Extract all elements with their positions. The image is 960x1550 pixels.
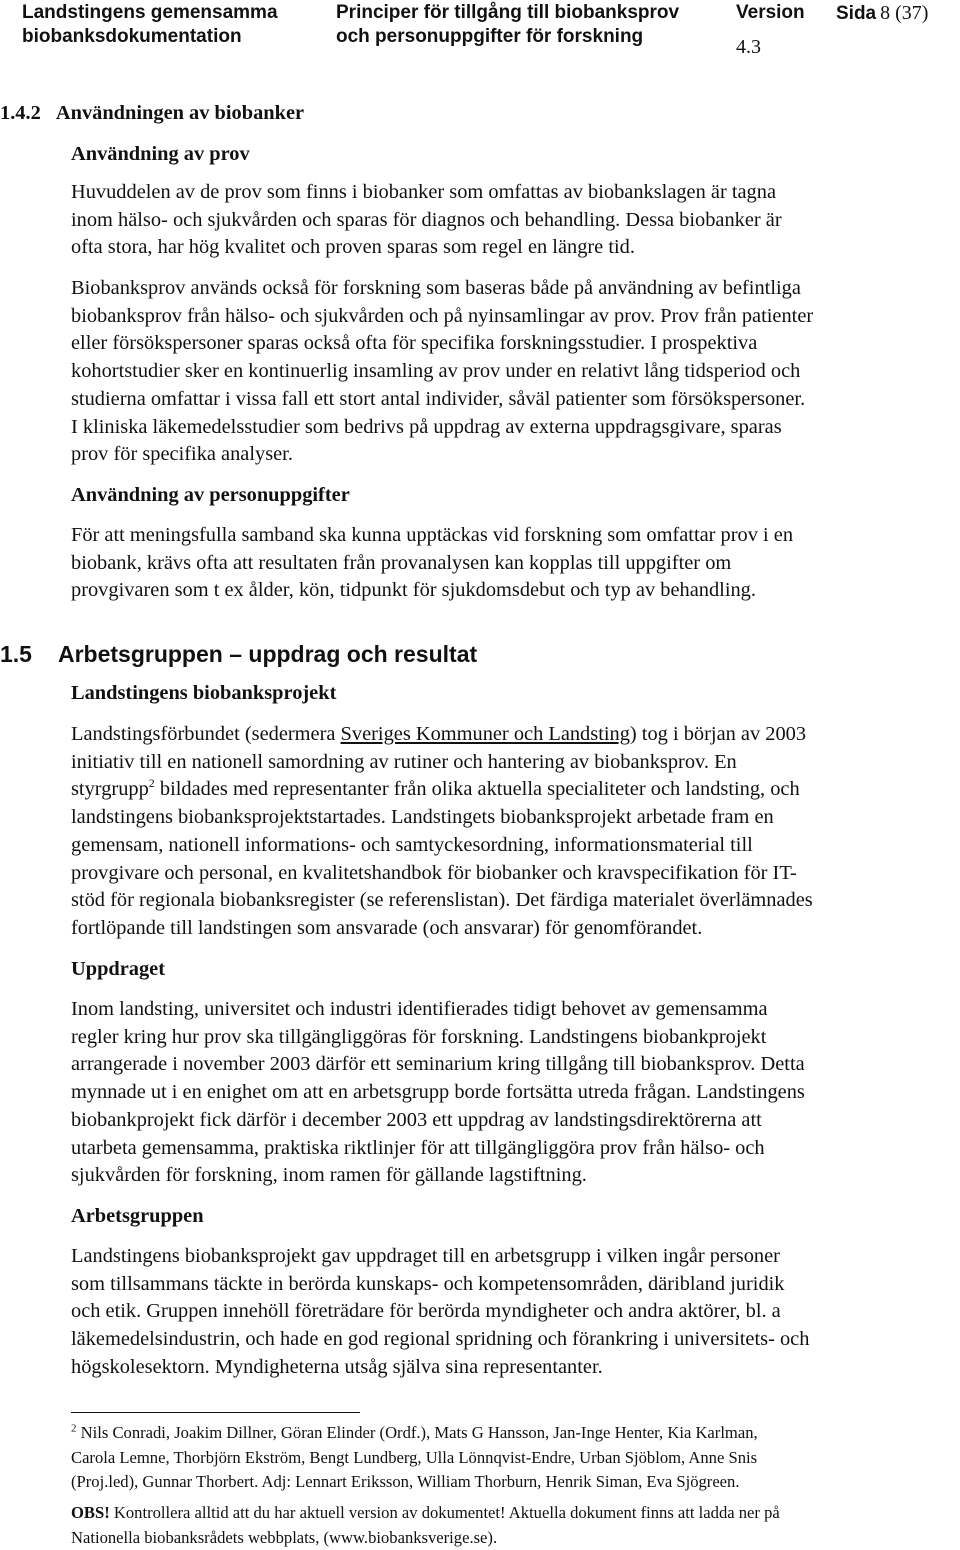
section-1-5-heading bbox=[0, 641, 477, 668]
subheading-biobanksprojekt: Landstingens biobanksprojekt bbox=[71, 682, 337, 704]
header-page bbox=[836, 0, 928, 28]
section-title: Användningen av biobanker bbox=[55, 102, 305, 124]
subheading-personuppgifter: Användning av personuppgifter bbox=[71, 484, 350, 506]
paragraph-1: Huvuddelen av de prov som finns i biobanker som omfattas av biobankslagen är tagna inom hälso- och sjukvården och sparas för diagnos och behandling. Dessa biobanker är ofta stora, har hög kvalitet och proven sparas som regel en längre tid. bbox=[71, 181, 782, 259]
paragraph-4-text-a: Landstingsförbundet (sedermera bbox=[71, 723, 341, 745]
paragraph-4-text-c: bildades med representanter från olika aktuella specialiteter och landsting, och landstingens biobanksprojektstartades. Landstingets biobanksprojekt arbetade fram en gemensam, nationell informations- och samtyckesordning, informationsmaterial till provgivare och personal, en kvalitetshandbok för biobanker och kravspecifikation för IT- stöd för regionala biobanksregister (se referenslistan). Det färdiga materialet överlämnades fortlöpande till landstingen som ansvarade (och ansvarar) för genomförandet. bbox=[71, 778, 813, 939]
paragraph-2: Biobanksprov används också för forskning som baseras både på användning av befintliga biobanksprov från hälso- och sjukvården och på nyinsamlingar av prov. Prov från patienter eller försökspersoner sparas också ofta för specifika forskningsstudier. I prospektiva kohortstudier sker en kontinuerlig insamling av prov under en relativt lång tidsperiod och studierna omfattar i vissa fall ett stort antal individer, såväl patienter som försökspersoner. I kliniska läkemedelsstudier som bedrivs på uppdrag av externa uppdragsgivare, sparas prov för specifika analyser. bbox=[71, 277, 814, 466]
subheading-uppdraget: Uppdraget bbox=[71, 958, 166, 980]
skl-link[interactable]: Sveriges Kommuner och Landsting bbox=[340, 723, 630, 745]
section-1-4-2-heading bbox=[0, 102, 304, 125]
footnote-divider bbox=[71, 1412, 360, 1413]
section-number: 1.5 bbox=[0, 641, 32, 667]
header-title-line1: Principer för tillgång till biobanksprov bbox=[336, 2, 680, 23]
footnote-text: Nils Conradi, Joakim Dillner, Göran Elinder (Ordf.), Mats G Hansson, Jan-Inge Henter, Kia Karlman, Carola Lemne, Thorbjörn Ekström, Bengt Lundberg, Ulla Lönnqvist-Endre, Urban Sjöblom, Anne Snis (Proj.led), Gunnar Thorbert. Adj: Lennart Eriksson, William Thorburn, Henrik Siman, Eva Sjögreen. bbox=[71, 1423, 758, 1491]
footnote-number: 2 bbox=[71, 1422, 77, 1435]
paragraph-4 bbox=[71, 721, 960, 943]
subheading-arbetsgruppen: Arbetsgruppen bbox=[71, 1205, 204, 1227]
header-page-value: 8 (37) bbox=[880, 2, 929, 24]
version-notice bbox=[71, 1501, 956, 1550]
header-page-label: Sida bbox=[836, 3, 877, 24]
paragraph-4-text-b: ) tog i början av 2003 initiativ till en nationell samordning av rutiner och hantering av biobanksprov. En styrgrupp bbox=[71, 723, 807, 801]
header-org-line2: biobanksdokumentation bbox=[22, 26, 242, 47]
header-version-value: 4.3 bbox=[736, 36, 761, 58]
paragraph-3: För att meningsfulla samband ska kunna upptäckas vid forskning som omfattar prov i en biobank, krävs ofta att resultaten från provanalysen kan kopplas till uppgifter om provgivaren som t ex ålder, kön, tidpunkt för sjukdomsdebut och typ av behandling. bbox=[71, 524, 794, 602]
footnote-ref[interactable]: 2 bbox=[148, 776, 155, 791]
notice-text: Kontrollera alltid att du har aktuell version av dokumentet! Aktuella dokument finns att ladda ner på Nationella biobanksrådets webbplats, (www.biobanksverige.se). bbox=[71, 1503, 780, 1547]
section-number: 1.4.2 bbox=[0, 102, 41, 124]
paragraph-6: Landstingens biobanksprojekt gav uppdraget till en arbetsgrupp i vilken ingår personer som tillsammans täckte in berörda kunskaps- och kompetensområden, däribland juridik och etik. Gruppen innehöll företrädare för berörda myndigheter och andra aktörer, bl. a läkemedelsindustrin, och hade en god regional spridning och förankring i universitets- och högskolesektorn. Myndigheterna utsåg själva sina representanter. bbox=[71, 1245, 810, 1378]
header-version-label: Version bbox=[736, 2, 805, 23]
paragraph-5: Inom landsting, universitet och industri identifierades tidigt behovet av gemensamma regler kring hur prov ska tillgängliggöras för forskning. Landstingens biobankprojekt arrangerade i november 2003 därför ett seminarium kring tillgång till biobanksprov. Detta mynnade ut i en enighet om att en arbetsgrupp borde fortsätta utreda frågan. Landstingens biobankprojekt fick därför i december 2003 ett uppdrag av landstingsdirektörerna att utarbeta gemensamma, praktiska riktlinjer för att tillgängliggöra prov från hälso- och sjukvården för forskning, inom ramen för gällande lagstiftning. bbox=[71, 998, 805, 1187]
header-org-line1: Landstingens gemensamma bbox=[22, 2, 278, 23]
header-title-line2: och personuppgifter för forskning bbox=[336, 26, 644, 47]
footnote-2 bbox=[71, 1421, 956, 1495]
subheading-prov: Användning av prov bbox=[71, 143, 250, 165]
notice-label: OBS! bbox=[71, 1503, 110, 1522]
section-title: Arbetsgruppen – uppdrag och resultat bbox=[57, 641, 478, 667]
